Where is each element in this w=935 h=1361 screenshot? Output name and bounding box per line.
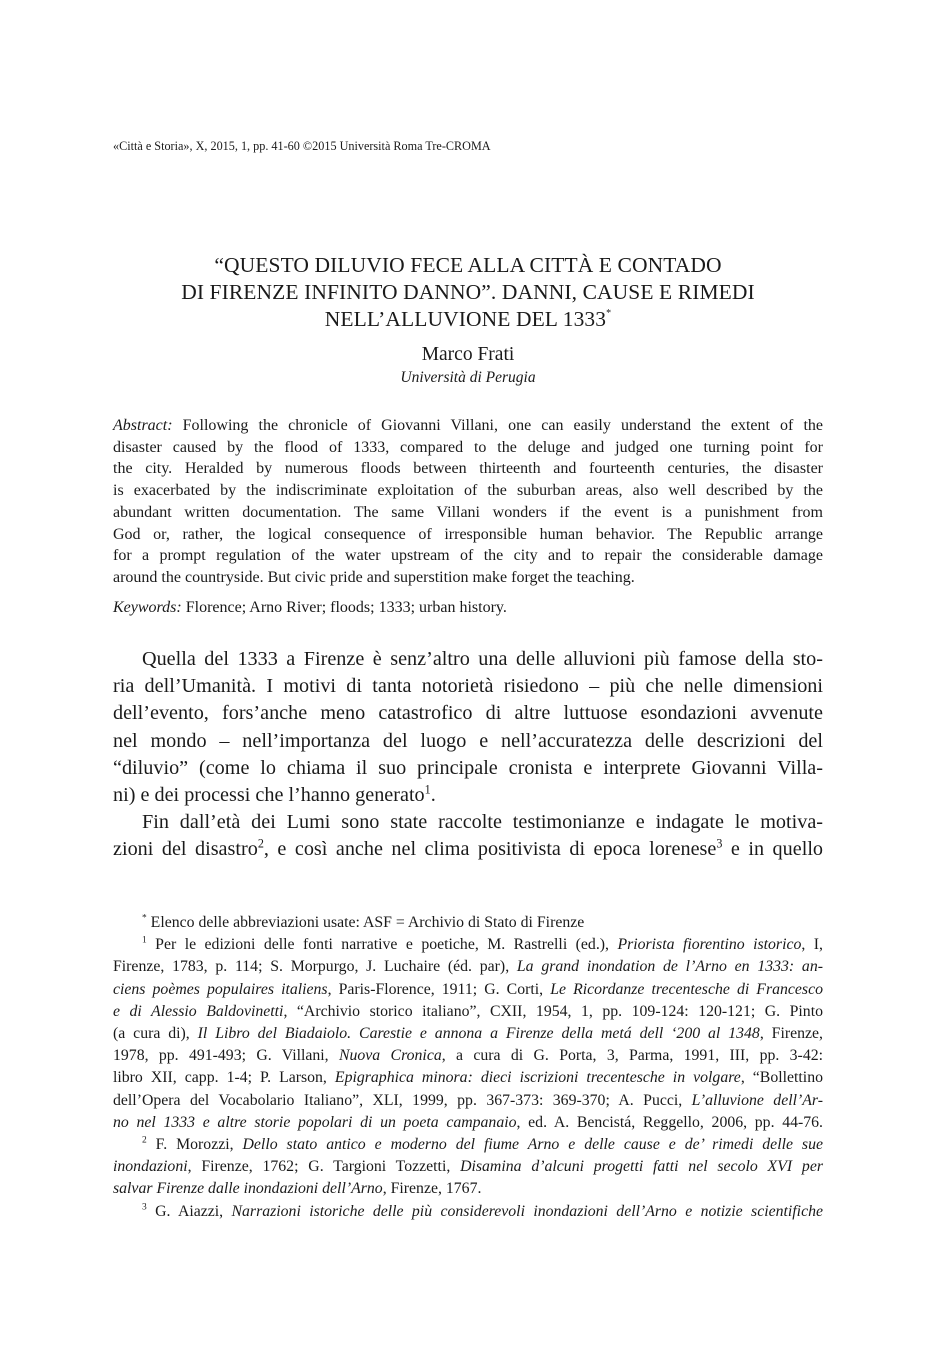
footnote-title: salvar Firenze dalle inondazioni dell’Arno [113, 1180, 383, 1198]
footnote-1-line [113, 1090, 823, 1112]
footnote-ref-1[interactable]: 1 [424, 782, 431, 797]
footnote-title: L’alluvione dell’Ar- [691, 1091, 823, 1109]
footnote-text: , I, [801, 936, 823, 954]
footnote-text: 1978, pp. 491-493; G. Villani, [113, 1047, 339, 1065]
footnote-2-line [113, 1178, 823, 1200]
footnote-title: Il Libro del Biadaiolo. Carestie e annona a Firenze della metá dell ‘200 al 1348 [197, 1025, 760, 1043]
keywords [113, 597, 823, 619]
author-affiliation: Università di Perugia [400, 369, 536, 386]
abstract-line [113, 415, 823, 437]
footnote-text: , Firenze, [759, 1025, 823, 1043]
abstract-line: God or, rather, the logical consequence of irresponsible human behavior. The Republic arrange [113, 525, 823, 543]
footnote-mark: 1 [142, 935, 147, 946]
footnote-2-line [113, 1134, 823, 1156]
journal-citation: «Città e Storia», X, 2015, 1, pp. 41-60 ©2015 Università Roma Tre-CROMA [113, 139, 491, 153]
body-line: ria dell’Umanità. I motivi di tanta notorietà risiedono – più che nelle dimensioni [113, 675, 823, 698]
body-line: dell’evento, fors’anche meno catastrofico di altre luttuose esondazioni avvenute [113, 702, 823, 725]
body-text-span: , e così anche nel clima positivista di epoca lorenese [263, 838, 717, 861]
footnote-text: Elenco delle abbreviazioni usate: ASF = Archivio di Stato di Firenze [146, 914, 585, 931]
footnote-title: Disamina d’alcuni progetti fatti nel secolo XVI per [460, 1158, 823, 1176]
title-footnote-mark[interactable]: * [606, 308, 612, 319]
footnote-1-line [113, 979, 823, 1001]
footnote-1-line [113, 1001, 823, 1023]
footnote-title: Nuova Cronica [338, 1047, 442, 1065]
footnote-title: ciens poèmes populaires italiens [113, 980, 328, 998]
footnote-star [113, 912, 823, 934]
title-line [113, 306, 823, 333]
footnote-mark: 3 [142, 1202, 147, 1213]
footnote-title: Dello stato antico e moderno del fiume Arno e delle cause e de’ rimedi delle sue [242, 1136, 823, 1154]
footnote-mark: * [142, 913, 147, 924]
body-text [113, 646, 823, 864]
footnote-3-line [113, 1201, 823, 1223]
body-text-span: . [430, 784, 436, 807]
body-text-span: zioni del disastro [113, 838, 258, 861]
footnote-text: , Firenze, 1762; G. Targioni Tozzetti, [187, 1158, 461, 1176]
abstract-line: disaster caused by the flood of 1333, compared to the deluge and judged one turning point for [113, 438, 823, 456]
footnote-ref-3[interactable]: 3 [716, 836, 723, 851]
abstract-label: Abstract: [113, 417, 173, 434]
footnote-title: La grand inondation de l’Arno en 1333: an- [516, 958, 823, 976]
abstract-text: Following the chronicle of Giovanni Villani, one can easily understand the extent of the [182, 417, 824, 434]
footnote-1-line [113, 956, 823, 978]
body-line: Fin dall’età dei Lumi sono state raccolte testimonianze e indagate le motiva- [142, 811, 823, 834]
footnote-text: libro XII, capp. 1-4; P. Larson, [113, 1069, 335, 1087]
footnote-title: no nel 1333 e altre storie popolari di un poeta campanaio [113, 1113, 517, 1131]
footnote-1-line [113, 1023, 823, 1045]
body-line [113, 782, 823, 809]
footnote-title: Epigraphica minora: dieci iscrizioni trecentesche in volgare [334, 1069, 741, 1087]
body-line: “diluvio” (come lo chiama il suo principale cronista e interprete Giovanni Villa- [113, 756, 823, 779]
footnote-1-line [113, 1112, 823, 1134]
footnote-text: Per le edizioni delle fonti narrative e poetiche, M. Rastrelli (ed.), [146, 936, 618, 954]
footnote-title: Narrazioni istoriche delle più considerevoli inondazioni dell’Arno e notizie scientifiche [231, 1202, 823, 1220]
title-line: “QUESTO DILUVIO FECE ALLA CITTÀ E CONTADO [214, 253, 722, 277]
abstract [113, 415, 823, 589]
title-line-text: NELL’ALLUVIONE DEL 1333 [324, 307, 607, 331]
footnote-text: Firenze, 1783, p. 114; S. Morpurgo, J. Luchaire (éd. par), [113, 958, 517, 976]
footnote-ref-2[interactable]: 2 [257, 836, 264, 851]
footnote-text: (a cura di), [113, 1025, 198, 1043]
body-line: nel mondo – nell’importanza del luogo e nell’accuratezza delle descrizioni del [113, 729, 823, 752]
footnote-text: , “Archivio storico italiano”, CXII, 1954, 1, pp. 109-124: 120-121; G. Pinto [283, 1002, 823, 1020]
footnote-text: , ed. A. Bencistá, Reggello, 2006, pp. 44-76. [516, 1113, 823, 1131]
article-title [113, 252, 823, 333]
keywords-text: Florence; Arno River; floods; 1333; urban history. [185, 599, 507, 616]
footnote-text: , Firenze, 1767. [382, 1180, 482, 1198]
abstract-line: around the countryside. But civic pride and superstition make forget the teaching. [113, 568, 635, 586]
footnote-title: Le Ricordanze trecentesche di Francesco [550, 980, 823, 998]
footnote-text: G. Aiazzi, [146, 1202, 232, 1220]
footnote-text: , a cura di G. Porta, 3, Parma, 1991, III, pp. 3-42: [441, 1047, 824, 1065]
title-line: DI FIRENZE INFINITO DANNO”. DANNI, CAUSE E RIMEDI [181, 280, 755, 304]
footnote-1-line [113, 1067, 823, 1089]
abstract-line: the city. Heralded by numerous floods between thirteenth and fourteenth centuries, the disaster [113, 460, 823, 478]
body-text-span: ni) e dei processi che l’hanno generato [113, 784, 425, 807]
footnote-text: dell’Opera del Vocabolario Italiano”, XLI, 1999, pp. 367-373: 369-370; A. Pucci, [113, 1091, 692, 1109]
keywords-label: Keywords: [113, 599, 182, 616]
footnote-title: Priorista fiorentino istorico [617, 936, 802, 954]
abstract-line: for a prompt regulation of the water upstream of the city and to repair the considerable damage [113, 547, 823, 565]
footnote-1-line [113, 934, 823, 956]
footnote-text: F. Morozzi, [146, 1136, 243, 1154]
footnotes [113, 912, 823, 1223]
body-line: Quella del 1333 a Firenze è senz’altro una delle alluvioni più famose della sto- [142, 648, 823, 670]
author-name: Marco Frati [421, 344, 515, 365]
footnote-title: inondazioni [113, 1158, 188, 1176]
footnote-2-line [113, 1156, 823, 1178]
footnote-text: , Paris-Florence, 1911; G. Corti, [327, 980, 551, 998]
footnote-1-line [113, 1045, 823, 1067]
abstract-line: abundant written documentation. The same Villani wonders if the event is a punishment from [113, 503, 823, 521]
body-line [113, 836, 823, 863]
footnote-mark: 2 [142, 1135, 147, 1146]
footnote-text: , “Bollettino [740, 1069, 823, 1087]
body-text-span: e in quello [722, 838, 824, 861]
footnote-title: e di Alessio Baldovinetti [113, 1002, 284, 1020]
abstract-line: is exacerbated by the indiscriminate exploitation of the suburban areas, also well described by the [113, 482, 823, 500]
